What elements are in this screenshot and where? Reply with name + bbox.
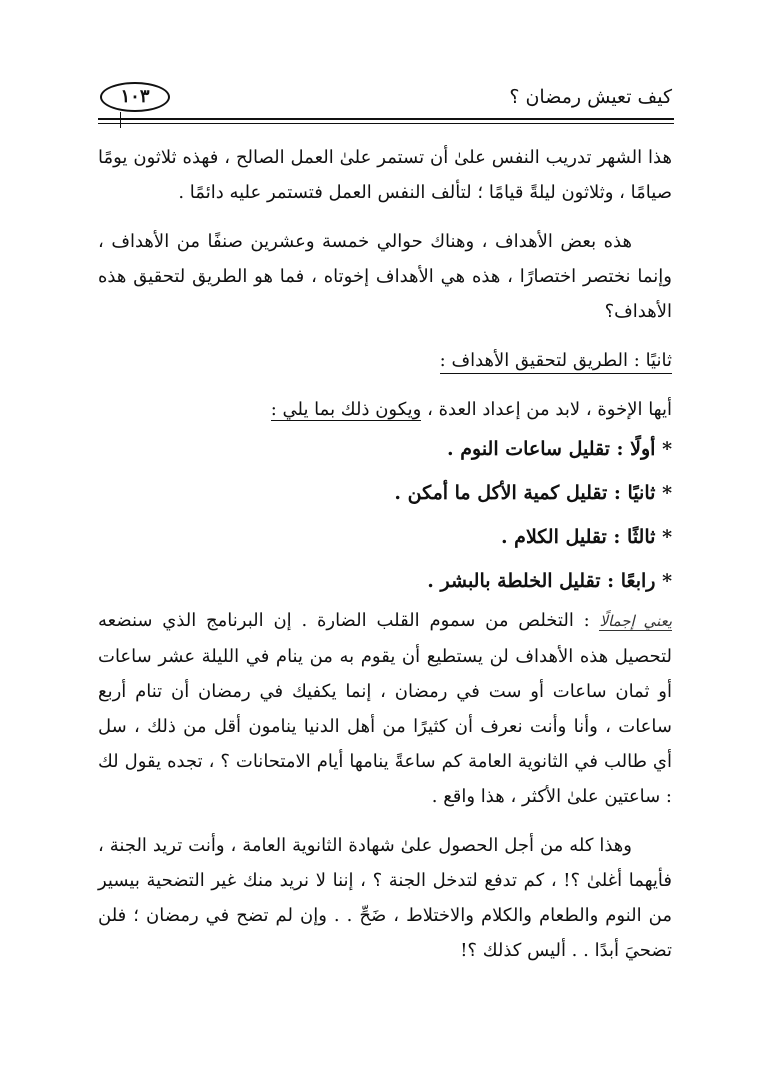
page-number: ١٠٣ [100,82,170,112]
intro-line [98,392,672,427]
intro-underlined: ويكون ذلك بما يلي : [270,399,422,420]
header-rule-tick [120,112,121,128]
list-item [98,471,672,515]
page-header [100,80,672,116]
paragraph-3 [98,603,672,814]
spacer [98,329,672,343]
section-number: ثانيًا : [633,350,672,371]
header-rule-thin [98,123,674,124]
page-body [98,140,672,968]
list-item [98,427,672,471]
section-heading [98,343,672,378]
item-text: تقليل الخلطة بالبشر . [427,570,601,592]
paragraph-3-text: : التخلص من سموم القلب الضارة . إن البرنامج الذي سنضعه لتحصيل هذه الأهداف لن يستطيع أن يقوم به من ينام في الليلة عشر ساعات أو ثمان ساعات أو ست في رمضان ، إنما يكفيك في رمضان أن تنام أربع ساعات ، وأنا وأنت نعرف أن كثيرًا من أهل الدنيا ينامون أقل من ذلك ، سل أي طالب في الثانوية العامة كم ساعةً ينامها أيام الامتحانات ؟ ، تجده يقول لك : ساعتين علىٰ الأكثر ، هذا واقع . [98,610,672,807]
intro-text: أيها الإخوة ، لابد من إعداد العدة ، [421,399,672,420]
spacer [98,378,672,392]
header-rule [98,118,674,120]
item-label: رابعًا : [607,570,656,592]
paragraph-2: هذه بعض الأهداف ، وهناك حوالي خمسة وعشرين صنفًا من الأهداف ، وإنما نختصر اختصارًا ، هذه هي الأهداف إخوتاه ، فما هو الطريق لتحقيق هذه الأهداف؟ [98,231,672,322]
spacer [98,814,672,828]
list-item [98,515,672,559]
bullet-star-icon: * [662,438,672,460]
item-label: ثالثًا : [613,526,656,548]
bullet-star-icon: * [662,570,672,592]
spacer [98,210,672,224]
steps-list [98,427,672,603]
item-text: تقليل ساعات النوم . [447,438,610,460]
item-label: ثانيًا : [613,482,656,504]
bullet-star-icon: * [662,482,672,504]
list-item [98,559,672,603]
paragraph-1: هذا الشهر تدريب النفس علىٰ أن تستمر علىٰ العمل الصالح ، فهذه ثلاثون يومًا صيامًا ، وثلاثون ليلةً قيامًا ؛ لتألف النفس العمل فتستمر عليه دائمًا . [98,147,672,203]
item-text: تقليل الكلام . [500,526,607,548]
item-text: تقليل كمية الأكل ما أمكن . [394,482,608,504]
bullet-star-icon: * [662,526,672,548]
handwritten-note: يعني إجمالًا [599,612,672,630]
section-title: الطريق لتحقيق الأهداف : [439,350,629,371]
running-title: كيف تعيش رمضان ؟ [509,86,672,108]
section-heading-underlined [440,350,672,374]
paragraph-4: وهذا كله من أجل الحصول علىٰ شهادة الثانوية العامة ، وأنت تريد الجنة ، فأيهما أغلىٰ ؟! ، كم تدفع لتدخل الجنة ؟ ، إننا لا نريد منك غير التضحية بيسير من النوم والطعام والكلام والاختلاط ، ضَحِّ . . وإن لم تضح في رمضان ؛ فلن تضحيَ أبدًا . . أليس كذلك ؟! [98,835,672,961]
item-label: أولًا : [616,438,656,460]
